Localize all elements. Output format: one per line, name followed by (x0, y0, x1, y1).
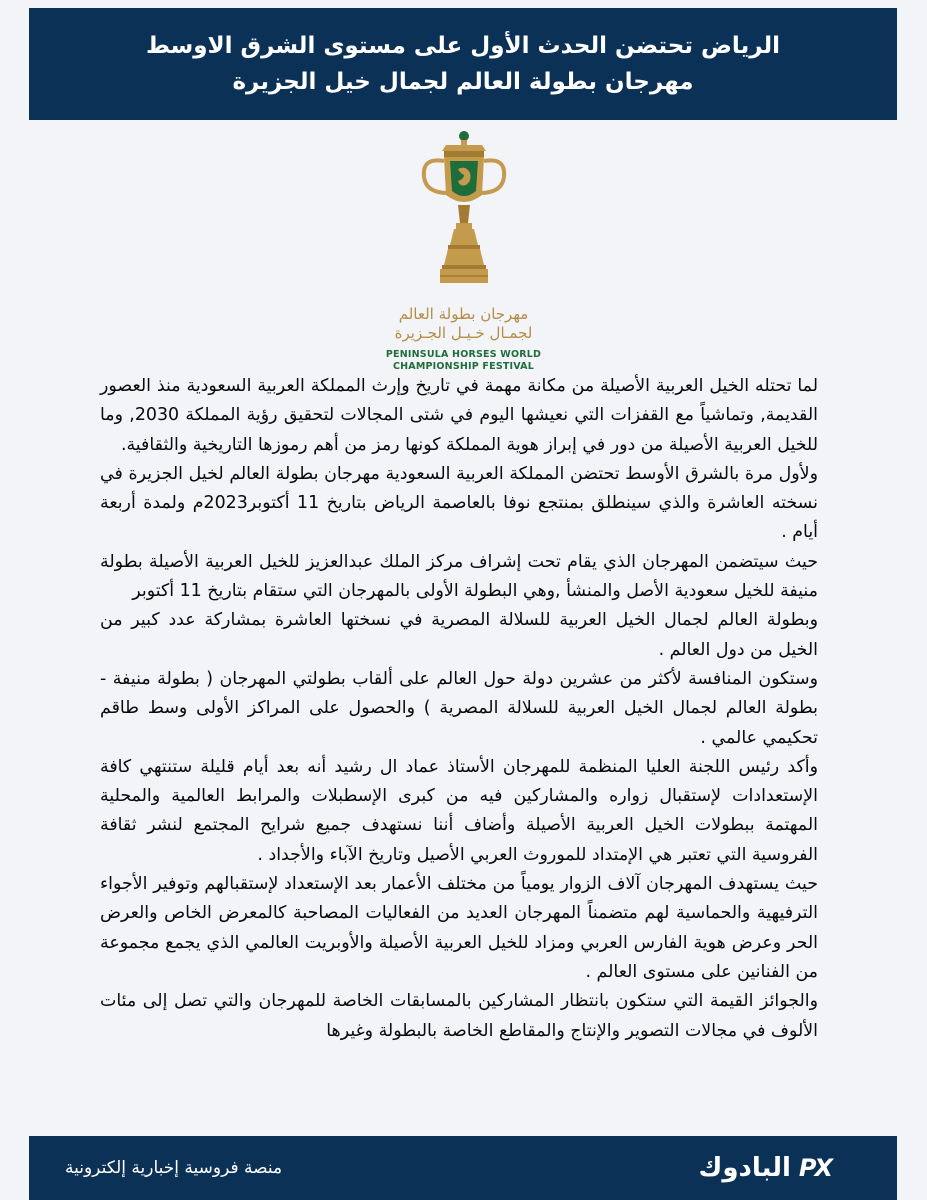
article-paragraph: وأكد رئيس اللجنة العليا المنظمة للمهرجان الأستاذ عماد ال رشيد أنه بعد أيام قليلة ستنتهي كافة الإستعدادات لإستقبال زواره والمشاركين فيه من كبرى الإسطبلات والمرابط العالمية والمحلية المهتمة ببطولات الخيل العربية الأصيلة وأضاف أننا نستهدف جميع شرايح المجتمع لنشر ثقافة الفروسية التي تعتبر هي الإمتداد للموروث العربي الأصيل وتاريخ الآباء والأجداد . (100, 756, 818, 865)
headline-line-1: الرياض تحتضن الحدث الأول على مستوى الشرق الاوسط (145, 33, 781, 59)
article-paragraph: حيث سيتضمن المهرجان الذي يقام تحت إشراف مركز الملك عبدالعزيز للخيل العربية الأصيلة بطولة منيفة للخيل سعودية الأصل والمنشأ ,وهي البطولة الأولى بالمهرجان التي ستقام بتاريخ 11 أكتوبر (100, 551, 818, 602)
trophy-icon (414, 127, 514, 287)
brand-mark-icon: PX (798, 1154, 831, 1182)
logo-english-line-2: CHAMPIONSHIP FESTIVAL (392, 361, 534, 372)
article-paragraph: حيث يستهدف المهرجان آلاف الزوار يومياً من مختلف الأعمار بعد الإستعداد لإستقبالهم وتوفير الأجواء الترفيهية والحماسية لهم متضمناً المهرجان العديد من الفعاليات المصاحبة كالمعرض الخاص والعرض الحر وعرض هوية الفارس العربي ومزاد للخيل العربية الأصيلة والأوبريت العالمي الذي يجمع مجموعة من الفنانين على مستوى العالم . (100, 874, 818, 982)
brand-logo (699, 1153, 831, 1183)
festival-logo (0, 125, 927, 375)
title-banner (29, 8, 897, 120)
article-paragraph: لما تحتله الخيل العربية الأصيلة من مكانة مهمة في تاريخ وإرث المملكة العربية السعودية منذ العصور القديمة, وتماشياً مع القفزات التي نعيشها اليوم في شتى المجالات لتحقيق رؤية المملكة 2030, وما للخيل العربية الأصيلة من دور في إبراز هوية المملكة كونها رمز من أهم رموزها التاريخية والثقافية. (100, 376, 818, 455)
brand-name: البادوك (698, 1153, 791, 1183)
footer-bar (29, 1136, 897, 1200)
footer-tagline: منصة فروسية إخبارية إلكترونية (65, 1158, 283, 1178)
logo-arabic-line-2: لجمـال خـيـل الجـزيرة (394, 324, 533, 342)
article-body (100, 372, 818, 1046)
logo-arabic-line-1: مهرجان بطولة العالم (398, 305, 529, 323)
article-paragraph: والجوائز القيمة التي ستكون بانتظار المشاركين بالمسابقات الخاصة للمهرجان والتي تصل إلى مئات الألوف في مجالات التصوير والإنتاج والمقاطع الخاصة بالبطولة وغيرها (100, 991, 818, 1041)
logo-english-name (386, 349, 541, 373)
logo-english-line-1: PENINSULA HORSES WORLD (385, 349, 542, 360)
article-paragraph: وبطولة العالم لجمال الخيل العربية للسلالة المصرية في نسختها العاشرة بمشاركة عدد كبير من الخيل من دول العالم . (100, 610, 818, 660)
article-paragraph: ولأول مرة بالشرق الأوسط تحتضن المملكة العربية السعودية مهرجان بطولة العالم لخيل الجزيرة في نسخته العاشرة والذي سينطلق بمنتجع نوفا بالعاصمة الرياض بتاريخ 11 أكتوبر2023م ولمدة أربعة أيام . (100, 463, 818, 543)
article-paragraph: وستكون المنافسة لأكثر من عشرين دولة حول العالم على ألقاب بطولتي المهرجان ( بطولة منيفة - بطولة العالم لجمال الخيل العربية للسلالة المصرية ) والحصول على المراكز الأولى وسط طاقم تحكيمي عالمي . (100, 668, 818, 748)
logo-arabic-name (395, 305, 533, 343)
headline-line-2: مهرجان بطولة العالم لجمال خيل الجزيرة (232, 69, 694, 95)
